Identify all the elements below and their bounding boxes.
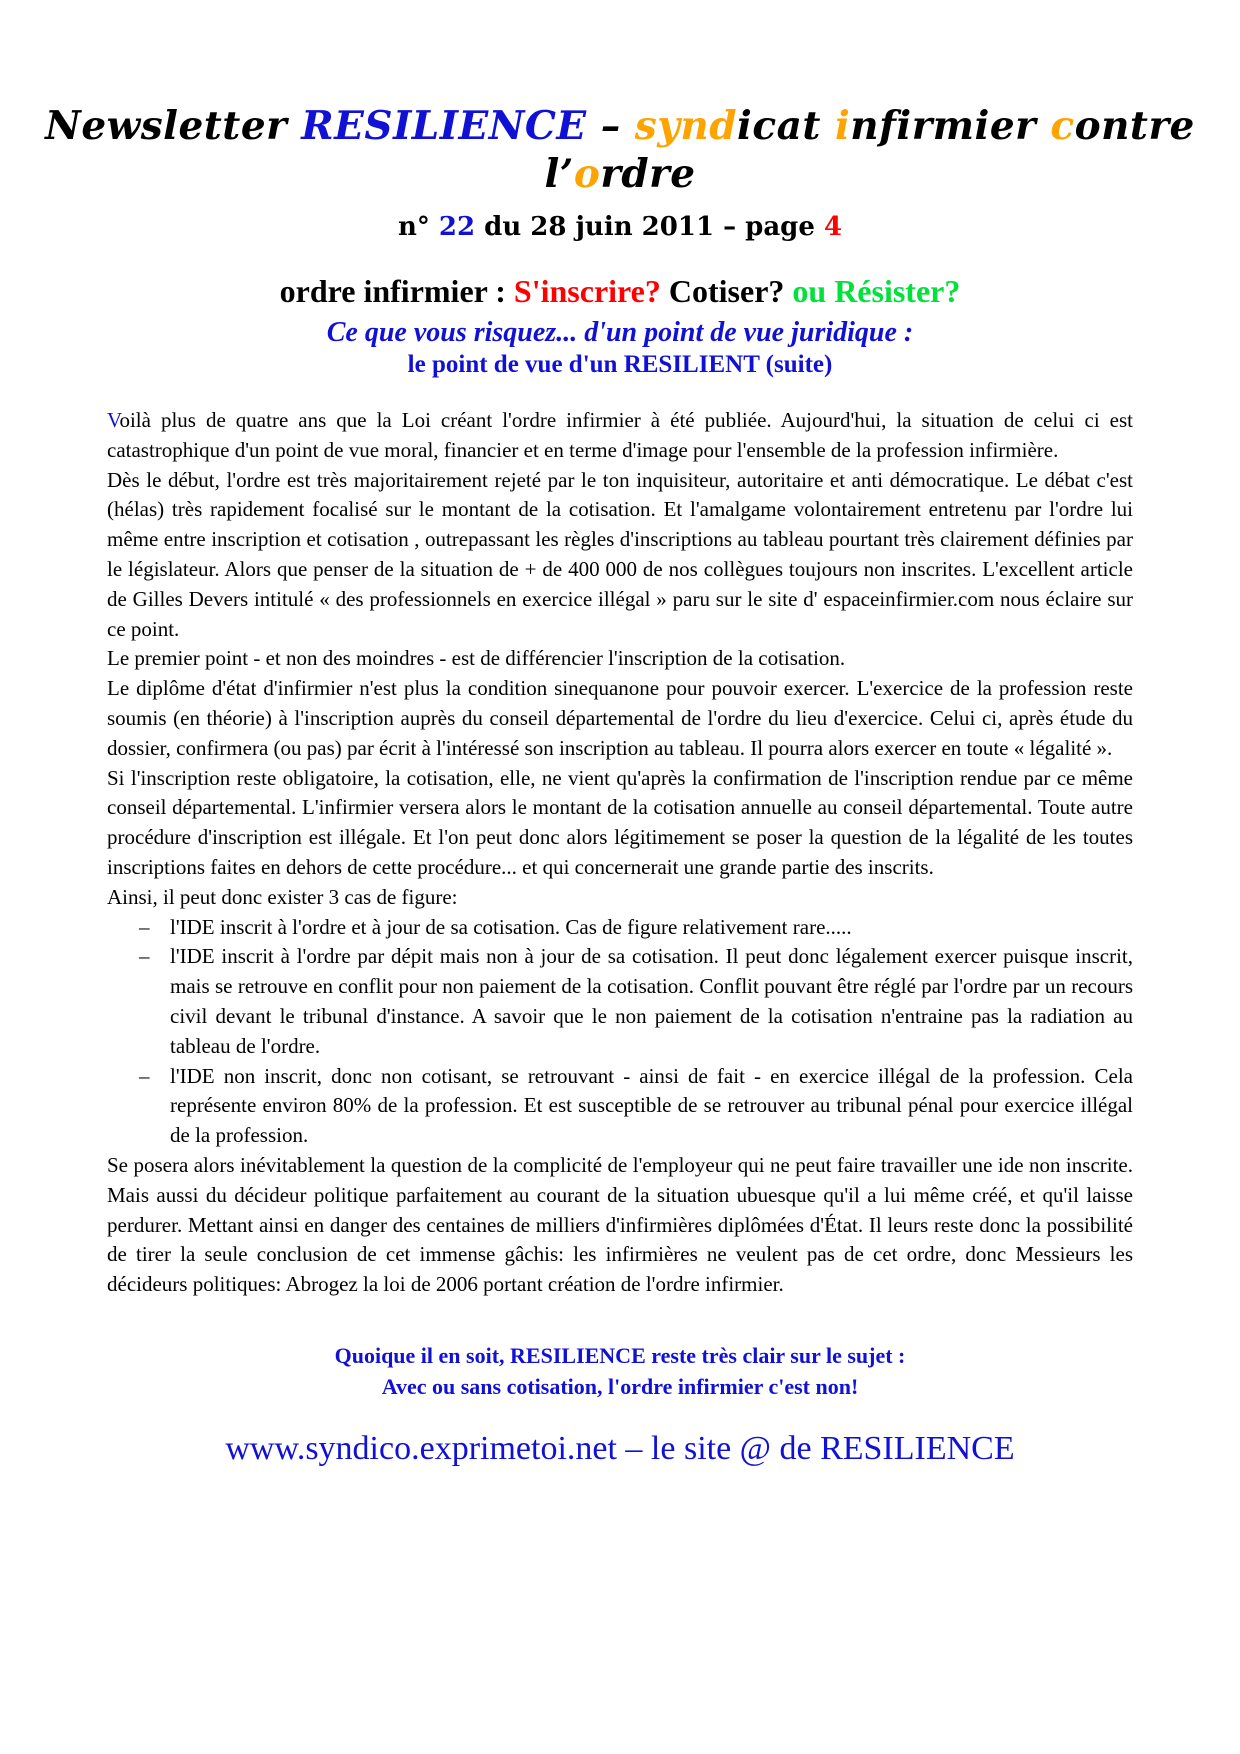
footer-statement-line1: Quoique il en soit, RESILIENCE reste très clair sur le sujet : [334, 1342, 906, 1368]
article-body [107, 406, 1133, 1300]
article-title: ordre infirmier : S'inscrire? Cotiser? ou Résister? [279, 273, 961, 309]
website-link[interactable]: www.syndico.exprimetoi.net – le site @ de RESILIENCE [225, 1429, 1015, 1467]
list-item-text: l'IDE inscrit à l'ordre par dépit mais non à jour de sa cotisation. Il peut donc légalement exercer puisque inscrit, mais se retrouve en conflit pour non paiement de la cotisation. Conflit pouvant être réglé par l'ordre par un recours civil devant le tribunal d'instance. A savoir que le non paiement de la cotisation n'entraine pas la radiation au tableau de l'ordre. [170, 944, 1133, 1058]
paragraph-conclusion: Se posera alors inévitablement la question de la complicité de l'employeur qui ne peut faire travailler une ide non inscrite. Mais aussi du décideur politique parfaitement au courant de la situation ubuesque qu'il a lui même créé, et qu'il laisse perdurer. Mettant ainsi en danger des centaines de milliers d'infirmières diplômées d'État. Il leurs reste donc la possibilité de tirer la seule conclusion de cet immense gâchis: les infirmières ne veulent pas de cet ordre, donc Messieurs les décideurs politiques: Abrogez la loi de 2006 portant création de l'ordre infirmier. [107, 1152, 1133, 1297]
list-item [107, 913, 1133, 943]
footer-statement [0, 1340, 1240, 1402]
paragraph-intro: Voilà plus de quatre ans que la Loi créant l'ordre infirmier à été publiée. Aujourd'hui, la situation de celui ci est catastrophique d'un point de vue moral, financier et en terme d'image pour l'ensemble de la profession infirmière. [107, 408, 1133, 462]
paragraph-debut: Dès le début, l'ordre est très majoritairement rejeté par le ton inquisiteur, autoritaire et anti démocratique. Le débat c'est (hélas) très rapidement focalisé sur le montant de la cotisation. Et l'amalgame volontairement entretenu par l'ordre lui même entre inscription et cotisation , outrepassant les règles d'inscriptions au tableau pourtant très clairement définies par le législateur. Alors que penser de la situation de + de 400 000 de nos collègues toujours non inscrites. L'excellent article de Gilles Devers intitulé « des professionnels en exercice illégal » paru sur le site d' espaceinfirmier.com nous éclaire sur ce point. [107, 467, 1133, 641]
issue-date-line: n° 22 du 28 juin 2011 – page 4 [397, 212, 843, 242]
article-subtitle-bold: le point de vue d'un RESILIENT (suite) [407, 351, 833, 378]
paragraph-cas-de-figure: Ainsi, il peut donc exister 3 cas de figure: [107, 884, 458, 909]
masthead [0, 0, 1240, 242]
list-item [107, 1062, 1133, 1151]
list-item [107, 942, 1133, 1061]
newsletter-title: Newsletter RESILIENCE – syndicat infirmier contre l’ordre [45, 103, 1195, 197]
case-list [107, 913, 1133, 1151]
list-item-text: l'IDE non inscrit, donc non cotisant, se retrouvant - ainsi de fait - en exercice illégal de la profession. Cela représente environ 80% de la profession. Et est susceptible de se retrouver au tribunal pénal pour exercice illégal de la profession. [170, 1063, 1133, 1148]
article-subtitle-italic: Ce que vous risquez... d'un point de vue juridique : [326, 317, 914, 348]
paragraph-diplome: Le diplôme d'état d'infirmier n'est plus la condition sinequanone pour pouvoir exercer. L'exercice de la profession reste soumis (en théorie) à l'inscription auprès du conseil départemental de l'ordre du lieu d'exercice. Celui ci, après étude du dossier, confirmera (ou pas) par écrit à l'intéressé son inscription au tableau. Il pourra alors exercer en toute « légalité ». [107, 676, 1133, 760]
headline-block [0, 272, 1240, 380]
list-item-text: l'IDE inscrit à l'ordre et à jour de sa cotisation. Cas de figure relativement rare..... [170, 914, 852, 939]
dash-bullet-icon: – [139, 914, 150, 939]
footer-statement-line2: Avec ou sans cotisation, l'ordre infirmier c'est non! [381, 1373, 859, 1399]
dash-bullet-icon: – [139, 1063, 150, 1088]
dash-bullet-icon: – [139, 944, 150, 969]
paragraph-inscription: Si l'inscription reste obligatoire, la cotisation, elle, ne vient qu'après la confirmation de l'inscription rendue par ce même conseil départemental. L'infirmier versera alors le montant de la cotisation annuelle au conseil départemental. Toute autre procédure d'inscription est illégale. Et l'on peut donc alors légitimement se poser la question de la légalité de les toutes inscriptions faites en dehors de cette procédure... et qui concernerait une grande partie des inscrits. [107, 765, 1133, 879]
paragraph-premier-point: Le premier point - et non des moindres - est de différencier l'inscription de la cotisation. [107, 646, 846, 671]
